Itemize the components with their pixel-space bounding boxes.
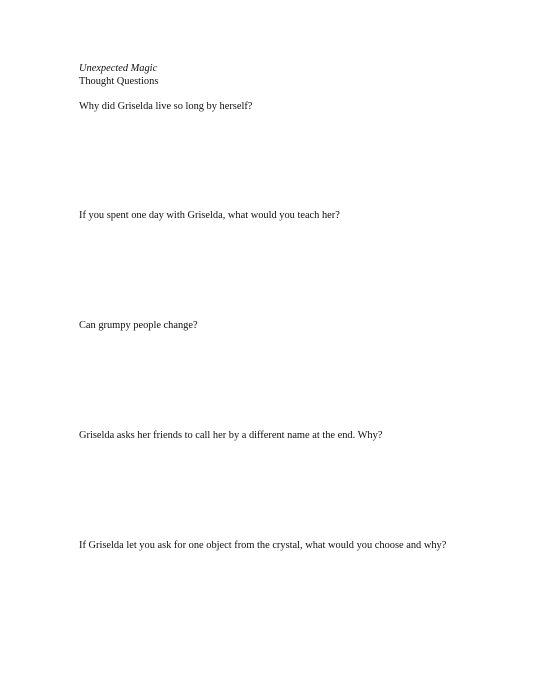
question-4: Griselda asks her friends to call her by a different name at the end. Why? — [79, 430, 383, 441]
question-3: Can grumpy people change? — [79, 320, 198, 331]
book-title: Unexpected Magic — [79, 63, 158, 74]
question-1: Why did Griselda live so long by herself? — [79, 101, 253, 112]
question-5: If Griselda let you ask for one object from the crystal, what would you choose and why? — [79, 540, 447, 551]
question-2: If you spent one day with Griselda, what would you teach her? — [79, 210, 340, 221]
worksheet-subtitle: Thought Questions — [79, 76, 159, 87]
